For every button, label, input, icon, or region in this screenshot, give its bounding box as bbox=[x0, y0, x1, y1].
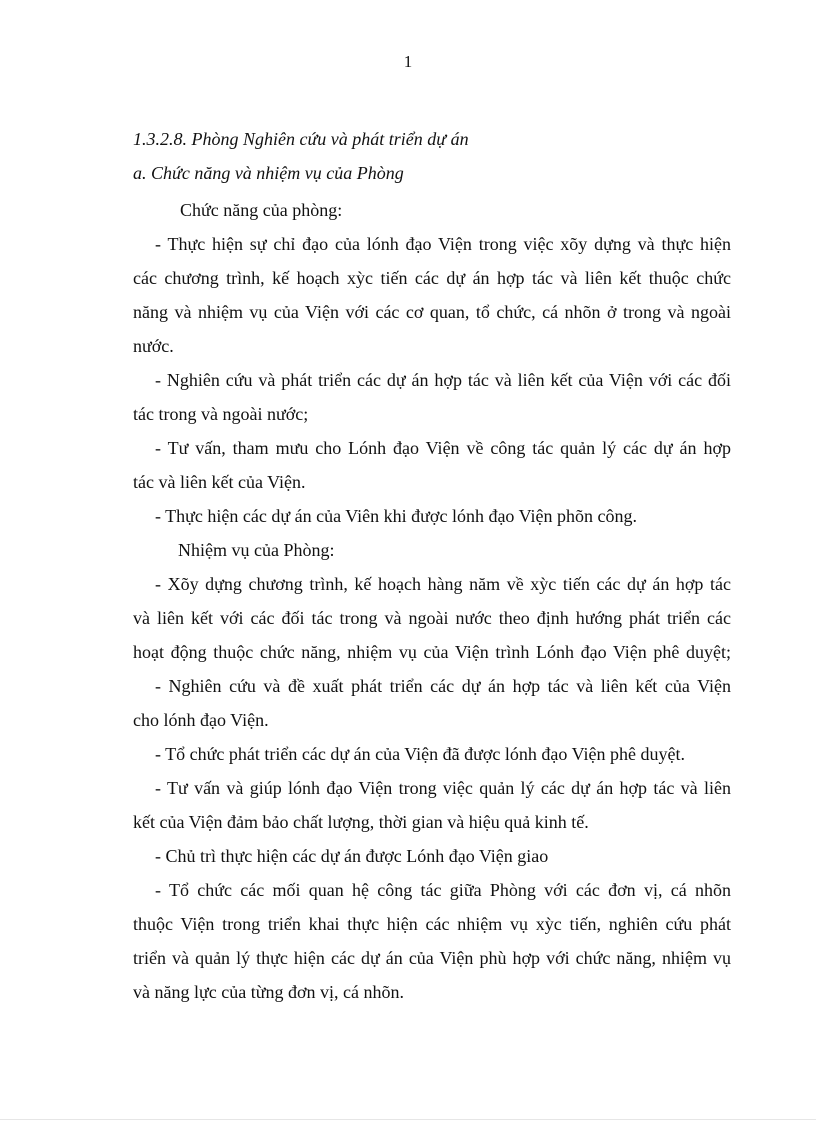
paragraph-line: và liên kết với các đối tác trong và ngoài nước theo định hướng phát triển các bbox=[133, 608, 731, 628]
paragraph-line: - Thực hiện sự chỉ đạo của lónh đạo Viện trong việc xõy dựng và thực hiện bbox=[155, 234, 731, 254]
paragraph-line: - Tư vấn, tham mưu cho Lónh đạo Viện về công tác quản lý các dự án hợp bbox=[155, 438, 731, 458]
paragraph-line: tác trong và ngoài nước; bbox=[133, 404, 309, 424]
subsection-heading: a. Chức năng và nhiệm vụ của Phòng bbox=[133, 163, 404, 183]
paragraph-line: tác và liên kết của Viện. bbox=[133, 472, 306, 492]
paragraph-line: - Nghiên cứu và phát triển các dự án hợp tác và liên kết của Viện với các đối bbox=[155, 370, 731, 390]
function-label: Chức năng của phòng: bbox=[180, 200, 343, 220]
paragraph-line: - Chủ trì thực hiện các dự án được Lónh đạo Viện giao bbox=[155, 846, 549, 866]
paragraph-line: triển và quản lý thực hiện các dự án của Viện phù hợp với chức năng, nhiệm vụ bbox=[133, 948, 731, 968]
paragraph-line: - Xõy dựng chương trình, kế hoạch hàng năm về xỳc tiến các dự án hợp tác bbox=[155, 574, 731, 594]
tasks-label: Nhiệm vụ của Phòng: bbox=[178, 540, 335, 560]
paragraph-line: các chương trình, kế hoạch xỳc tiến các dự án hợp tác và liên kết thuộc chức bbox=[133, 268, 731, 288]
paragraph-line: - Tổ chức phát triển các dự án của Viện đã được lónh đạo Viện phê duyệt. bbox=[155, 744, 685, 764]
paragraph-line: năng và nhiệm vụ của Viện với các cơ quan, tổ chức, cá nhõn ở trong và ngoài bbox=[133, 302, 731, 322]
paragraph-line: - Thực hiện các dự án của Viên khi được lónh đạo Viện phõn công. bbox=[155, 506, 638, 526]
paragraph-line: - Tổ chức các mối quan hệ công tác giữa Phòng với các đơn vị, cá nhõn bbox=[155, 880, 731, 900]
paragraph-line: hoạt động thuộc chức năng, nhiệm vụ của Viện trình Lónh đạo Viện phê duyệt; bbox=[133, 642, 731, 662]
paragraph-line: thuộc Viện trong triển khai thực hiện các nhiệm vụ xỳc tiến, nghiên cứu phát bbox=[133, 914, 731, 934]
paragraph-line: nước. bbox=[133, 336, 174, 356]
section-heading: 1.3.2.8. Phòng Nghiên cứu và phát triển dự án bbox=[133, 129, 469, 149]
paragraph-line: - Tư vấn và giúp lónh đạo Viện trong việc quản lý các dự án hợp tác và liên bbox=[155, 778, 731, 798]
page-bottom-rule bbox=[0, 1119, 816, 1120]
paragraph-line: cho lónh đạo Viện. bbox=[133, 710, 269, 730]
paragraph-line: - Nghiên cứu và đề xuất phát triển các dự án hợp tác và liên kết của Viện bbox=[155, 676, 731, 696]
page-number: 1 bbox=[403, 52, 413, 71]
paragraph-line: và năng lực của từng đơn vị, cá nhõn. bbox=[133, 982, 404, 1002]
paragraph-line: kết của Viện đảm bảo chất lượng, thời gian và hiệu quả kinh tế. bbox=[133, 812, 589, 832]
